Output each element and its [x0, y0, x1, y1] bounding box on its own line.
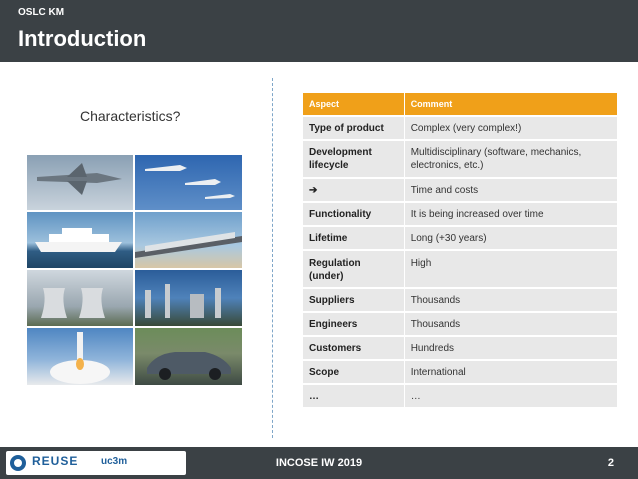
cruise-ship-image: [27, 212, 133, 268]
aspect-cell: Functionality: [303, 203, 404, 225]
cooling-tower-icon: [27, 270, 133, 326]
comment-cell: Thousands: [405, 313, 617, 335]
reuse-logo-text: REUSE: [32, 454, 79, 468]
nuclear-plant-image: [27, 270, 133, 326]
table-row: [303, 313, 617, 335]
comment-cell: Time and costs: [405, 179, 617, 201]
ship-icon: [27, 212, 133, 268]
comment-cell: Complex (very complex!): [405, 117, 617, 139]
table-row: [303, 361, 617, 383]
rocket-launch-image: [27, 328, 133, 385]
train-icon: [135, 212, 242, 268]
table-header-row: [303, 93, 617, 115]
car-image: [135, 328, 242, 385]
comment-cell: Thousands: [405, 289, 617, 311]
image-mosaic: [27, 155, 242, 383]
comment-cell: It is being increased over time: [405, 203, 617, 225]
aspect-cell: Development lifecycle: [303, 141, 404, 177]
slide-title: Introduction: [18, 26, 147, 51]
table-row: [303, 251, 617, 287]
aspect-cell: …: [303, 385, 404, 407]
table-row: [303, 141, 617, 177]
comment-cell: …: [405, 385, 617, 407]
comment-cell: Long (+30 years): [405, 227, 617, 249]
table-row: [303, 203, 617, 225]
footer-event: INCOSE IW 2019: [275, 457, 363, 469]
aspects-table: [303, 93, 617, 407]
table-row: [303, 337, 617, 359]
comment-cell: Multidisciplinary (software, mechanics, electronics, etc.): [405, 141, 617, 177]
header-aspect: Aspect: [303, 93, 404, 115]
aspect-cell: Scope: [303, 361, 404, 383]
aspect-cell: Engineers: [303, 313, 404, 335]
header-kicker: OSLC KM: [18, 7, 65, 18]
table-row: [303, 179, 617, 201]
table-row: [303, 385, 617, 407]
slide-header: [0, 0, 638, 62]
aspect-cell: Type of product: [303, 117, 404, 139]
airliners-image: [135, 155, 242, 210]
car-icon: [135, 328, 242, 385]
comment-cell: International: [405, 361, 617, 383]
arrow-cell: ➔: [303, 179, 404, 201]
comment-cell: High: [405, 251, 617, 287]
aspect-cell: Customers: [303, 337, 404, 359]
rocket-icon: [27, 328, 133, 385]
header-comment: Comment: [405, 93, 617, 115]
aspect-cell: Regulation (under): [303, 251, 404, 287]
dashed-divider: [272, 78, 273, 438]
refinery-icon: [135, 270, 242, 326]
refinery-image: [135, 270, 242, 326]
table-row: [303, 117, 617, 139]
airplane-icon: [135, 155, 242, 210]
aspect-cell: Lifetime: [303, 227, 404, 249]
comment-cell: Hundreds: [405, 337, 617, 359]
fighter-jets-image: [27, 155, 133, 210]
table-row: [303, 227, 617, 249]
fighter-jet-icon: [27, 155, 133, 210]
uc3m-logo-text: uc3m: [101, 456, 128, 467]
page-number: 2: [607, 457, 614, 469]
aspect-cell: Suppliers: [303, 289, 404, 311]
characteristics-question: Characteristics?: [80, 108, 181, 124]
train-image: [135, 212, 242, 268]
table-row: [303, 289, 617, 311]
